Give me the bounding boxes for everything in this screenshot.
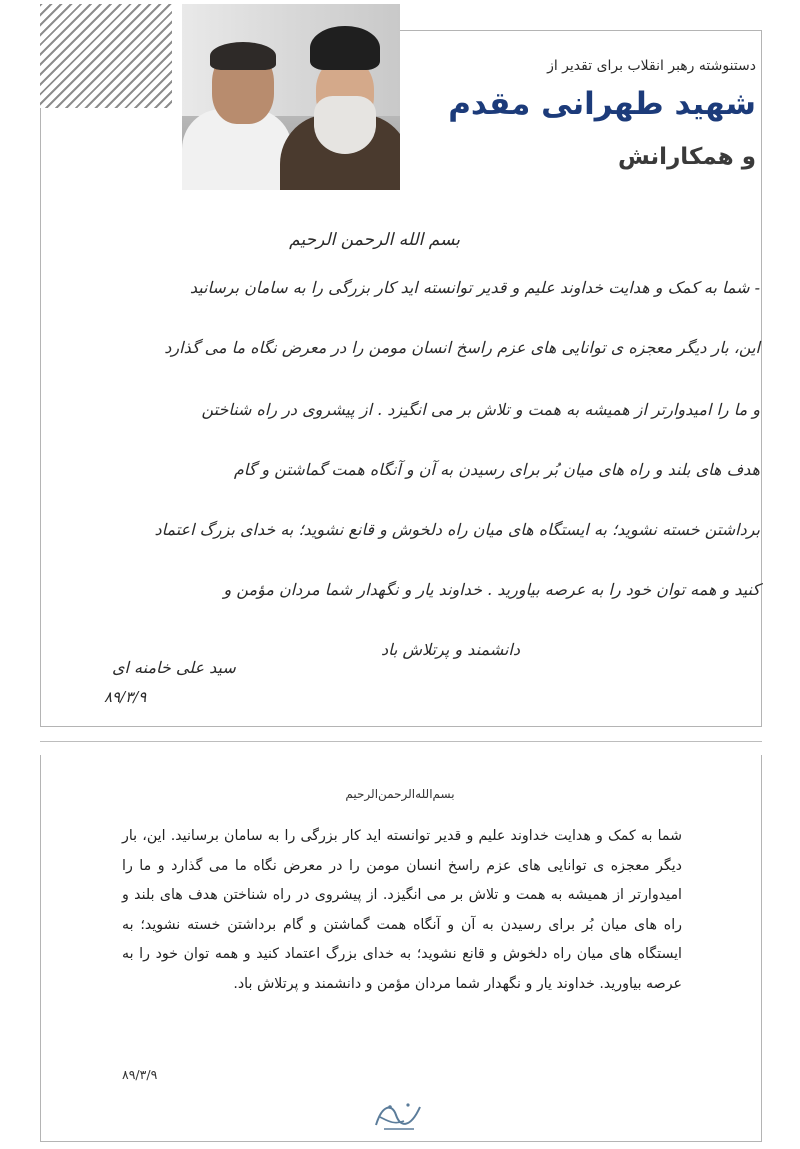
header-subtitle: دستنوشته رهبر انقلاب برای تقدیر از [547,58,756,74]
transcript-basmala: بسم‌الله‌الرحمن‌الرحیم [345,787,455,801]
frame-bottom-upper [40,726,762,727]
handwritten-line: و ما را امیدوارتر از همیشه به همت و تلاش بر می انگیزد . از پیشروی در راه شناختن [201,400,760,419]
transcript-body: شما به کمک و هدایت خداوند علیم و قدیر توانسته اید کار بزرگی را به سامان برسانید. این، بار دیگر معجزه ی توانایی های عزم راسخ انسان مومن را در معرض نگاه ما می گذارد و ما را امیدوارتر از همیشه به همت و تلاش بر می انگیزد. از پیشروی در راه شناختن هدف های بلند و راه های میان بُر برای رسیدن به آن و آنگاه همت گماشتن و گام برداشتن خسته نشوید؛ به ایستگاه های میان راه دلخوش و قانع نشوید؛ به خدای بزرگ اعتماد کنید و همه توان خود را به عرصه بیاورید. خداوند یار و نگهدار شما مردان مؤمن و دانشمند و پرتلاش باد. [122,828,682,992]
frame-right-lower [761,755,762,1142]
frame-top-right [400,30,762,31]
handwritten-basmala: بسم الله الرحمن الرحیم [289,230,460,250]
header-title: شهید طهرانی مقدم [448,86,756,122]
transcript-date: ۸۹/۳/۹ [122,1067,158,1082]
handwritten-date: ۸۹/۳/۹ [104,688,147,706]
frame-right [761,30,762,726]
handwritten-line: کنید و همه توان خود را به عرصه بیاورید . خداوند یار و نگهدار شما مردان مؤمن و [223,580,760,599]
handwritten-line: برداشتن خسته نشوید؛ به ایستگاه های میان راه دلخوش و قانع نشوید؛ به خدای بزرگ اعتماد [154,520,760,539]
frame-left [40,108,41,726]
handwritten-line: این، بار دیگر معجزه ی توانایی های عزم راسخ انسان مومن را در معرض نگاه ما می گذارد [164,338,760,357]
frame-bottom-lower [40,1141,762,1142]
handwritten-line: - شما به کمک و هدایت خداوند علیم و قدیر توانسته اید کار بزرگی را به سامان برسانید [189,278,760,297]
handwritten-line: هدف های بلند و راه های میان بُر برای رسیدن به آن و آنگاه همت گماشتن و گام [233,460,760,479]
calligraphy-logo-icon [370,1095,428,1135]
handwritten-signature: سید علی خامنه ای [112,658,236,677]
header-title-tail: و همکارانش [618,144,756,170]
hatched-pattern-decoration [40,4,172,108]
handwritten-line: دانشمند و پرتلاش باد [380,640,520,659]
handwritten-note [80,220,760,720]
section-divider [40,741,762,742]
header-photo [182,4,400,190]
frame-left-lower [40,755,41,1142]
